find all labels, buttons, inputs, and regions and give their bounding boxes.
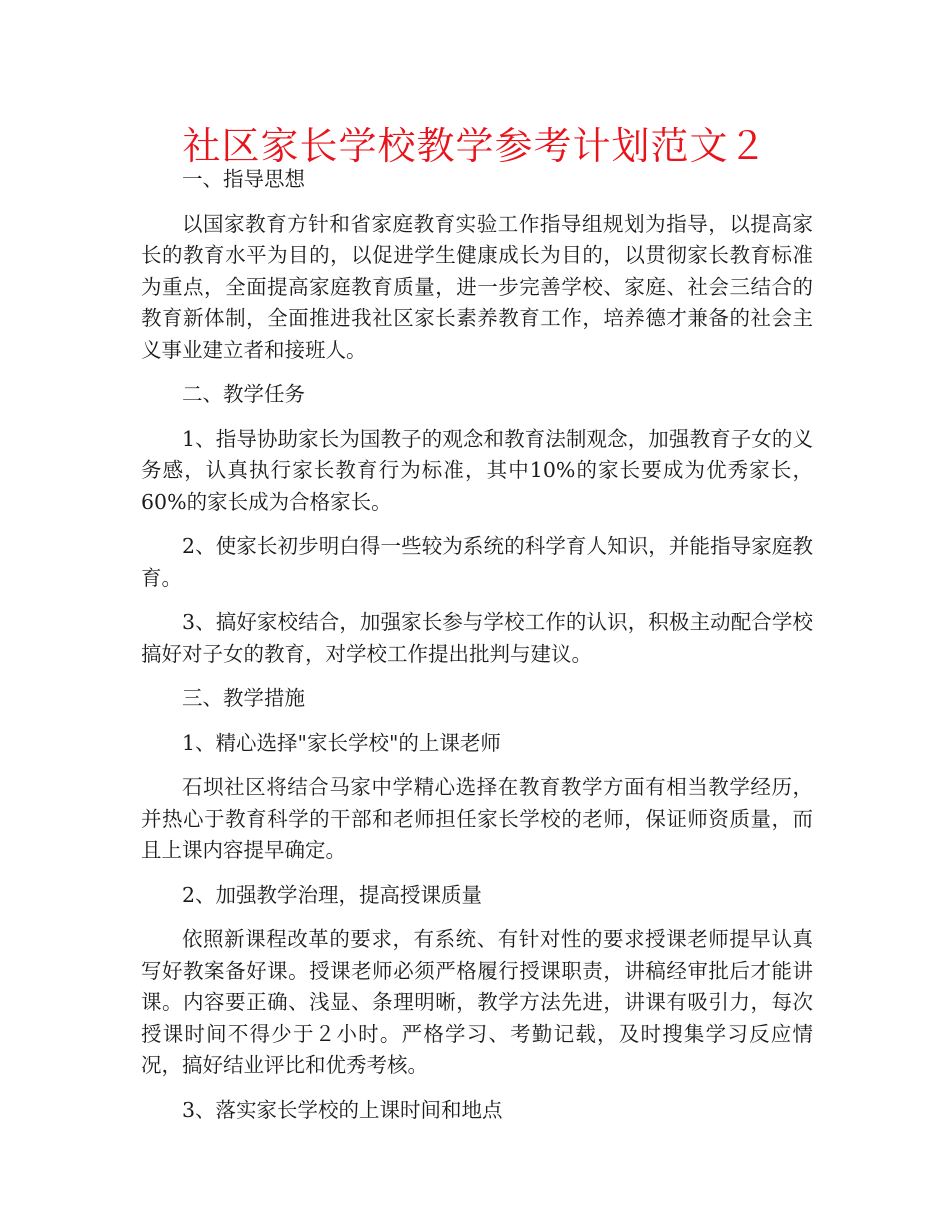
document-body xyxy=(141,164,813,1139)
section-heading-teaching-measures: 三、教学措施 xyxy=(182,686,305,710)
section-heading-guiding-ideology: 一、指导思想 xyxy=(182,167,305,191)
document-title: 社区家长学校教学参考计划范文２ xyxy=(182,124,768,168)
subheading-measure-1: 1、精心选择"家长学校"的上课老师 xyxy=(182,730,501,755)
paragraph-measure-2: 依照新课程改革的要求，有系统、有针对性的要求授课老师提早认真写好教案备好课。授课老师必须严格履行授课职责，讲稿经审批后才能讲课。内容要正确、浅显、条理明晰，教学方法先进，讲课有吸引力，每次授课时间不得少于２小时。严格学习、考勤记载，及时搜集学习反应情况，搞好结业评比和优秀考核。 xyxy=(141,927,813,1077)
paragraph-guiding-ideology: 以国家教育方针和省家庭教育实验工作指导组规划为指导，以提高家长的教育水平为目的，以促进学生健康成长为目的，以贯彻家长教育标准为重点，全面提高家庭教育质量，进一步完善学校、家庭、社会三结合的教育新体制，全面推进我社区家长素养教育工作，培养德才兼备的社会主义事业建立者和接班人。 xyxy=(141,211,813,362)
section-heading-teaching-tasks: 二、教学任务 xyxy=(182,382,305,406)
paragraph-task-1: 1、指导协助家长为国教子的观念和教育法制观念，加强教育子女的义务感，认真执行家长教育行为标准，其中10%的家长要成为优秀家长，60%的家长成为合格家长。 xyxy=(141,426,813,514)
paragraph-measure-1: 石坝社区将结合马家中学精心选择在教育教学方面有相当教学经历，并热心于教育科学的干部和老师担任家长学校的老师，保证师资质量，而且上课内容提早确定。 xyxy=(141,775,813,862)
subheading-measure-2: 2、加强教学治理，提高授课质量 xyxy=(182,882,483,907)
paragraph-task-2: 2、使家长初步明白得一些较为系统的科学育人知识，并能指导家庭教育。 xyxy=(141,534,813,590)
paragraph-task-3: 3、搞好家校结合，加强家长参与学校工作的认识，积极主动配合学校搞好对子女的教育，对学校工作提出批判与建议。 xyxy=(141,610,813,666)
subheading-measure-3: 3、落实家长学校的上课时间和地点 xyxy=(182,1097,503,1122)
